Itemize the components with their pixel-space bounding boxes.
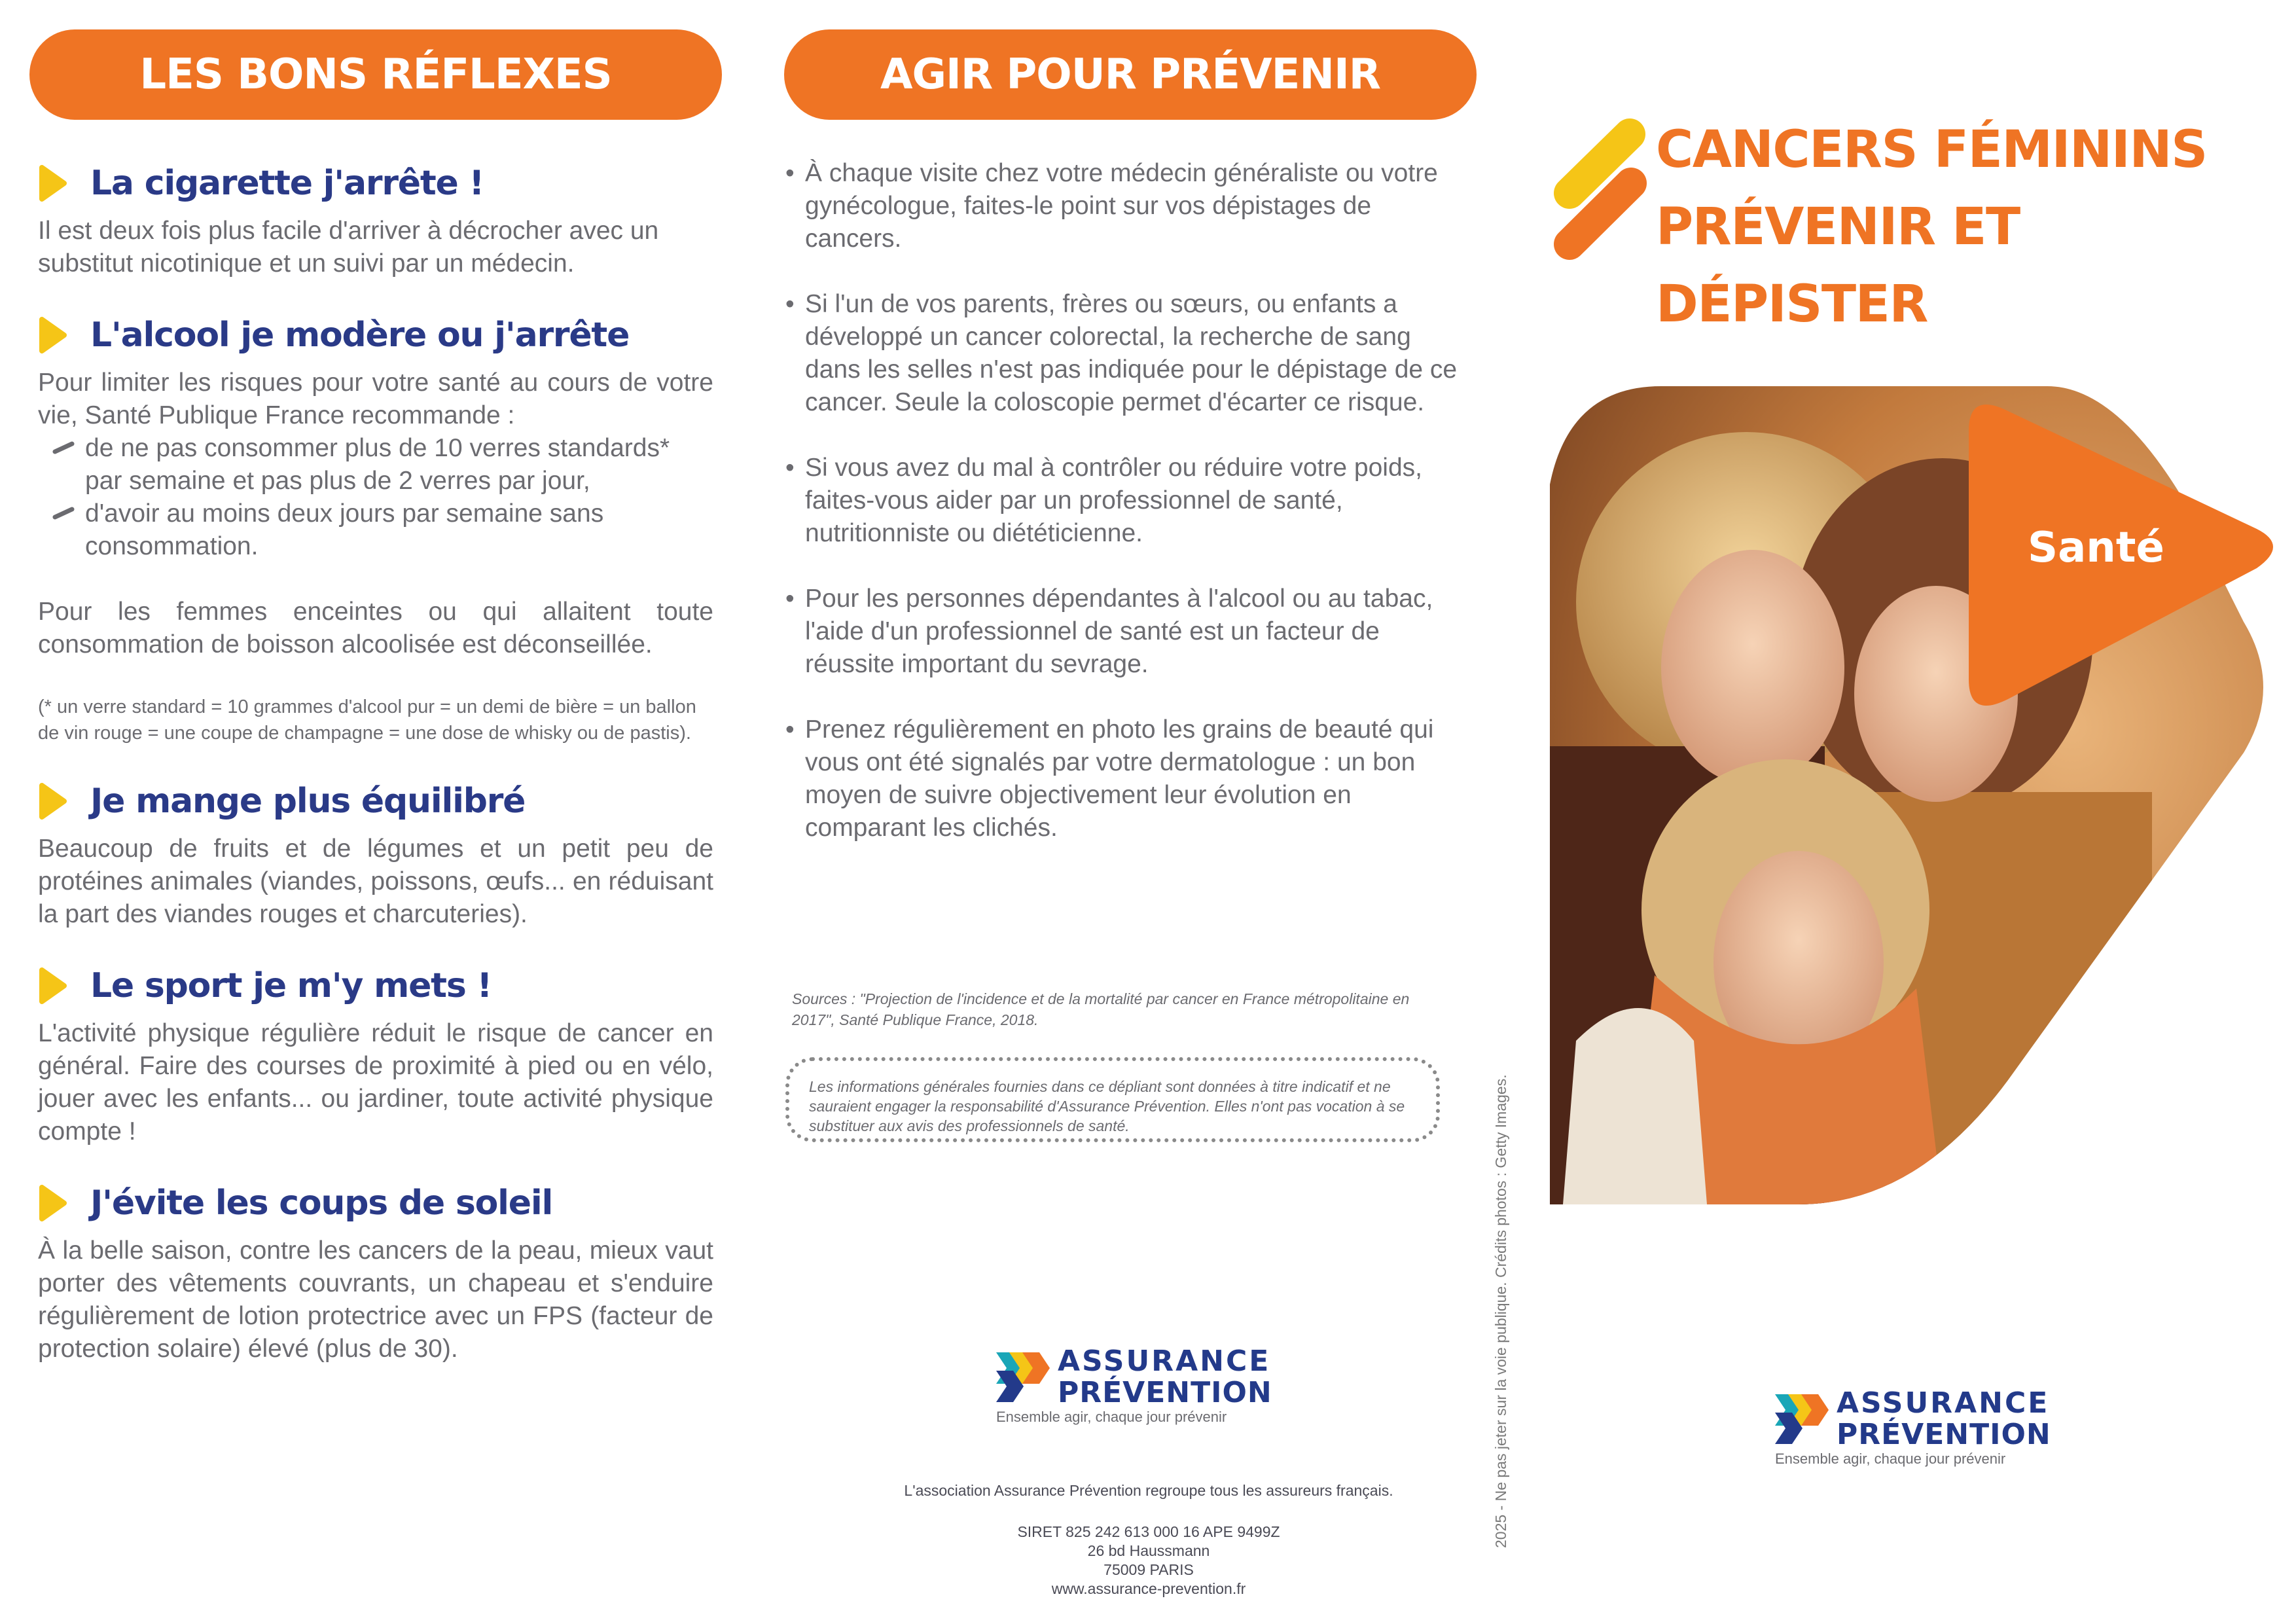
reflexes-column <box>38 157 713 1394</box>
address-line: 26 bd Haussmann <box>1087 1542 1210 1559</box>
dash-bullet-icon <box>52 441 75 454</box>
disclaimer-box: Les informations générales fournies dans ce dépliant sont données à titre indicatif et ne sauraient engager la responsabilité d'Assurance Prévention. Elles n'ont pas vocation à se substituer aux avis des professionnels de santé. <box>785 1057 1440 1142</box>
header-les-bons-reflexes: LES BONS RÉFLEXES <box>29 29 722 120</box>
website-link[interactable]: www.assurance-prevention.fr <box>1051 1580 1246 1597</box>
cover-title-line: CANCERS FÉMININS <box>1656 120 2207 179</box>
section-title: J'évite les coups de soleil <box>90 1183 553 1223</box>
list-item: • Si vous avez du mal à contrôler ou réduire votre poids, faites-vous aider par un professionnel de santé, nutritionniste ou diététicienne. <box>785 454 1422 547</box>
section-text: Il est deux fois plus facile d'arriver à décrocher avec un substitut nicotinique et un suivi par un médecin. <box>38 217 659 278</box>
panel-cover <box>1532 0 2296 1624</box>
footnote: (* un verre standard = 10 grammes d'alcool pur = un demi de bière = un ballon de vin rouge = une coupe de champagne = une dose de whisky ou de pastis). <box>38 696 696 744</box>
address-line: 75009 PARIS <box>1103 1561 1194 1578</box>
header-agir-pour-prevenir: AGIR POUR PRÉVENIR <box>784 29 1477 120</box>
list-item: de ne pas consommer plus de 10 verres standards* par semaine et pas plus de 2 verres par jour, <box>38 432 713 497</box>
section-text: À la belle saison, contre les cancers de la peau, mieux vaut porter des vêtements couvrants, un chapeau et s'enduire régulièrement de lotion protectrice avec un FPS (facteur de protection solaire) élevé (plus de 30). <box>38 1236 713 1363</box>
dash-bullet-icon <box>52 507 75 520</box>
cover-title <box>1656 111 2296 343</box>
section-title: La cigarette j'arrête ! <box>90 164 484 203</box>
section-title: Le sport je m'y mets ! <box>90 966 492 1005</box>
logo-icon <box>1772 1390 1831 1448</box>
prevention-list <box>785 157 1466 877</box>
sources-note: Sources : "Projection de l'incidence et de la mortalité par cancer en France métropolitaine en 2017", Santé Publique France, 2018. <box>792 990 1410 1028</box>
logo-tagline: Ensemble agir, chaque jour prévenir <box>996 1409 1227 1425</box>
section-alimentation <box>38 775 713 931</box>
list-item: • À chaque visite chez votre médecin généraliste ou votre gynécologue, faites-le point sur vos dépistages de cancers. <box>785 159 1438 253</box>
section-sport <box>38 960 713 1148</box>
chevron-icon <box>38 165 68 202</box>
address-line: SIRET 825 242 613 000 16 APE 9499Z <box>1017 1523 1280 1540</box>
chevron-icon <box>38 1185 68 1221</box>
panel-les-bons-reflexes <box>0 0 766 1624</box>
section-text: Pour les femmes enceintes ou qui allaitent toute consommation de boisson alcoolisée est déconseillée. <box>38 598 713 659</box>
credits-vertical-text: 2025 - Ne pas jeter sur la voie publique. Crédits photos : Getty Images. <box>1492 1074 1509 1548</box>
assurance-prevention-logo: ASSURANCE PRÉVENTION <box>1772 1389 2051 1449</box>
section-soleil <box>38 1177 713 1365</box>
chevron-icon <box>38 317 68 353</box>
section-cigarette <box>38 157 713 280</box>
sante-badge-label: Santé <box>2028 524 2164 572</box>
panel-agir-pour-prevenir <box>766 0 1532 1624</box>
section-title: L'alcool je modère ou j'arrête <box>90 316 630 355</box>
list-item: d'avoir au moins deux jours par semaine sans consommation. <box>38 497 713 563</box>
chevron-icon <box>38 967 68 1004</box>
assurance-prevention-logo: ASSURANCE PRÉVENTION <box>994 1347 1272 1407</box>
section-text: Beaucoup de fruits et de légumes et un petit peu de protéines animales (viandes, poissons, œufs... en réduisant la part des viandes rouges et charcuteries). <box>38 835 713 928</box>
slash-mark-icon <box>1551 115 1649 265</box>
logo-tagline: Ensemble agir, chaque jour prévenir <box>1775 1451 2006 1467</box>
section-alcool <box>38 309 713 746</box>
recommendation-list <box>38 432 713 563</box>
section-title: Je mange plus équilibré <box>90 782 526 821</box>
section-intro: Pour limiter les risques pour votre santé au cours de votre vie, Santé Publique France recommande : <box>38 369 713 429</box>
list-item: • Prenez régulièrement en photo les grains de beauté qui vous ont été signalés par votre dermatologue : un bon moyen de suivre objectivement leur évolution en comparant les clichés. <box>785 715 1434 842</box>
association-text: L'association Assurance Prévention regroupe tous les assureurs français. <box>904 1482 1393 1499</box>
section-text: L'activité physique régulière réduit le risque de cancer en général. Faire des courses de proximité à pied ou en vélo, jouer avec les enfants... ou jardiner, toute activité physique compte ! <box>38 1019 713 1146</box>
logo-icon <box>994 1348 1052 1406</box>
list-item: • Pour les personnes dépendantes à l'alcool ou au tabac, l'aide d'un professionnel de santé est un facteur de réussite important du sevrage. <box>785 585 1433 678</box>
cover-title-line: PRÉVENIR ET DÉPISTER <box>1656 198 2020 334</box>
list-item: • Si l'un de vos parents, frères ou sœurs, ou enfants a développé un cancer colorectal, la recherche de sang dans les selles n'est pas indiquée pour le dépistage de ce cancer. Seule la coloscopie permet d'écarter ce risque. <box>785 290 1458 416</box>
chevron-icon <box>38 783 68 820</box>
